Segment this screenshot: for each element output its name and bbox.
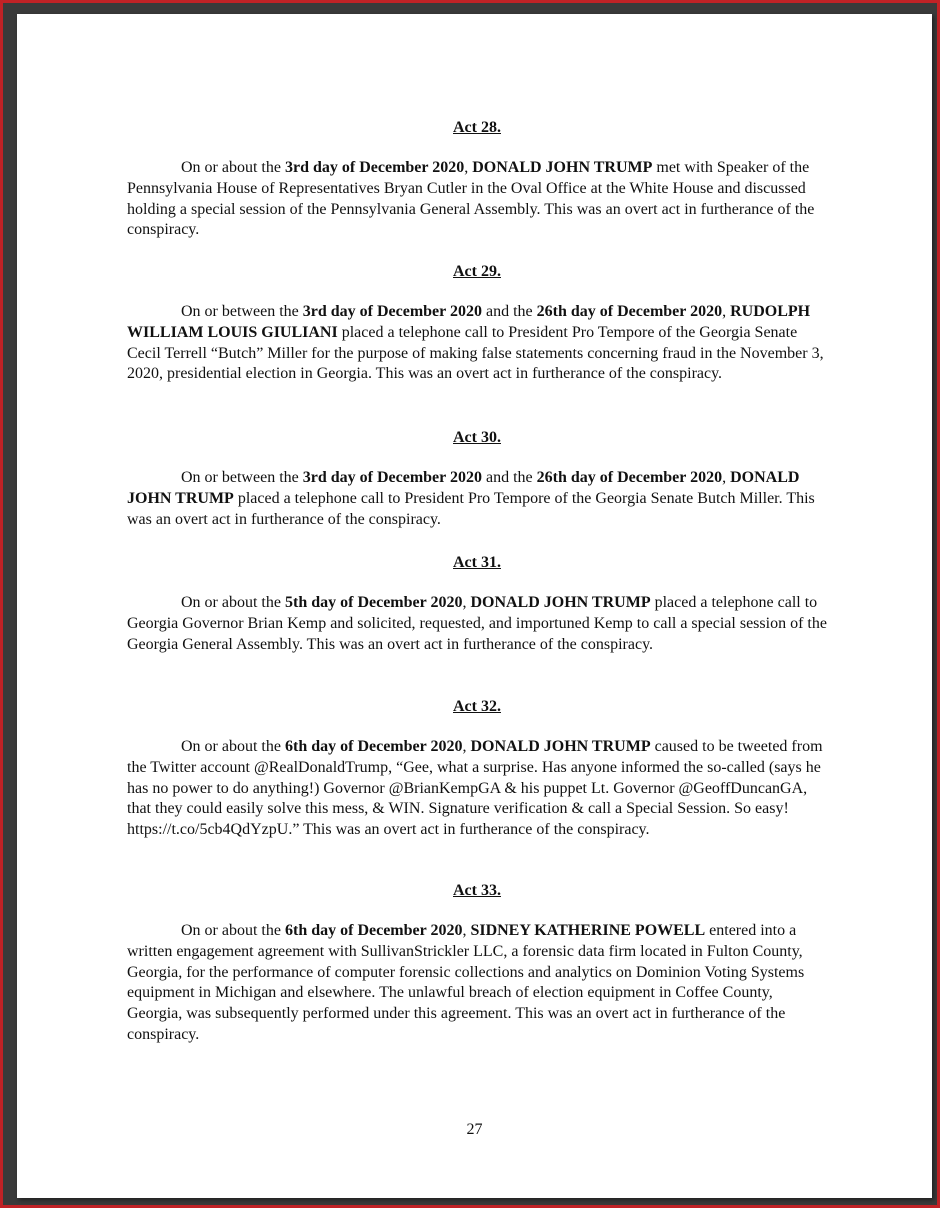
bold-text-run: SIDNEY KATHERINE POWELL [470,922,706,939]
text-run: , [462,922,471,939]
text-run: , [462,594,471,611]
document-page [17,14,932,1198]
act-section [127,553,827,655]
bold-text-run: 26th day of December 2020 [536,469,723,486]
act-body [127,158,827,241]
act-heading: Act 29. [453,263,501,280]
act-heading: Act 33. [453,882,501,899]
act-heading: Act 28. [453,119,501,136]
bold-text-run: 3rd day of December 2020 [284,159,465,176]
bold-text-run: 3rd day of December 2020 [302,303,482,320]
text-run: placed a telephone call to Georgia Governor Brian Kemp and solicited, requested, and importuned Kemp to call a special session of the Georgia General Assembly. This was an overt act in furtherance of the conspiracy. [127,594,827,653]
page-number: 27 [466,1121,483,1138]
text-run: , [722,303,731,320]
text-run: On or between the [181,303,303,320]
text-run: met with Speaker of the Pennsylvania House of Representatives Bryan Cutler in the Oval Office at the White House and discussed holding a special session of the Pennsylvania General Assembly. This was an overt act in furtherance of the conspiracy. [127,159,815,239]
text-run: entered into a written engagement agreement with SullivanStrickler LLC, a forensic data firm located in Fulton County, Georgia, for the performance of computer forensic collections and analytics on Dominion Voting Systems equipment in Michigan and elsewhere. The unlawful breach of election equipment in Coffee County, Georgia, was subsequently performed under this agreement. This was an overt act in furtherance of the conspiracy. [127,922,805,1043]
bold-text-run: RUDOLPH WILLIAM LOUIS GIULIANI [127,303,811,341]
bold-text-run: DONALD JOHN TRUMP [472,159,653,176]
bold-text-run: 3rd day of December 2020 [302,469,482,486]
act-section [127,428,827,530]
text-run: , [722,469,731,486]
bold-text-run: 6th day of December 2020 [284,738,463,755]
act-heading: Act 31. [453,554,501,571]
act-heading: Act 30. [453,429,501,446]
text-run: caused to be tweeted from the Twitter account @RealDonaldTrump, “Gee, what a surprise. Has anyone informed the so-called (says he has no power to do anything!) Governor @BrianKempGA & his puppet Lt. Governor @GeoffDuncanGA, that they could easily solve this mess, & WIN. Signature verification & call a Special Session. So easy! https://t.co/5cb4QdYzpU.” This was an overt act in furtherance of the conspiracy. [127,738,823,839]
act-section [127,262,827,385]
text-run: placed a telephone call to President Pro Tempore of the Georgia Senate Butch Miller. This was an overt act in furtherance of the conspiracy. [127,489,815,528]
text-run: On or between the [181,469,303,486]
act-body [127,737,827,841]
act-section [127,697,827,841]
text-run: On or about the [181,594,285,611]
bold-text-run: 5th day of December 2020 [284,594,463,611]
bold-text-run: 6th day of December 2020 [284,922,463,939]
bold-text-run: DONALD JOHN TRUMP [127,469,800,507]
text-run: , [462,738,471,755]
text-run: and the [481,303,537,320]
bold-text-run: DONALD JOHN TRUMP [470,738,651,755]
text-run: On or about the [181,159,285,176]
text-run: On or about the [181,922,285,939]
text-run: On or about the [181,738,285,755]
act-body [127,921,827,1046]
act-body [127,593,827,655]
act-section [127,881,827,1046]
act-body [127,302,827,385]
act-body [127,468,827,530]
bold-text-run: DONALD JOHN TRUMP [470,594,651,611]
text-run: placed a telephone call to President Pro Tempore of the Georgia Senate Cecil Terrell “Butch” Miller for the purpose of making false statements concerning fraud in the November 3, 2020, presidential election in Georgia. This was an overt act in furtherance of the conspiracy. [127,323,824,383]
text-run: , [464,159,473,176]
act-heading: Act 32. [453,698,501,715]
text-run: and the [481,469,537,486]
bold-text-run: 26th day of December 2020 [536,303,723,320]
viewer-frame [3,3,937,1205]
act-section [127,118,827,241]
